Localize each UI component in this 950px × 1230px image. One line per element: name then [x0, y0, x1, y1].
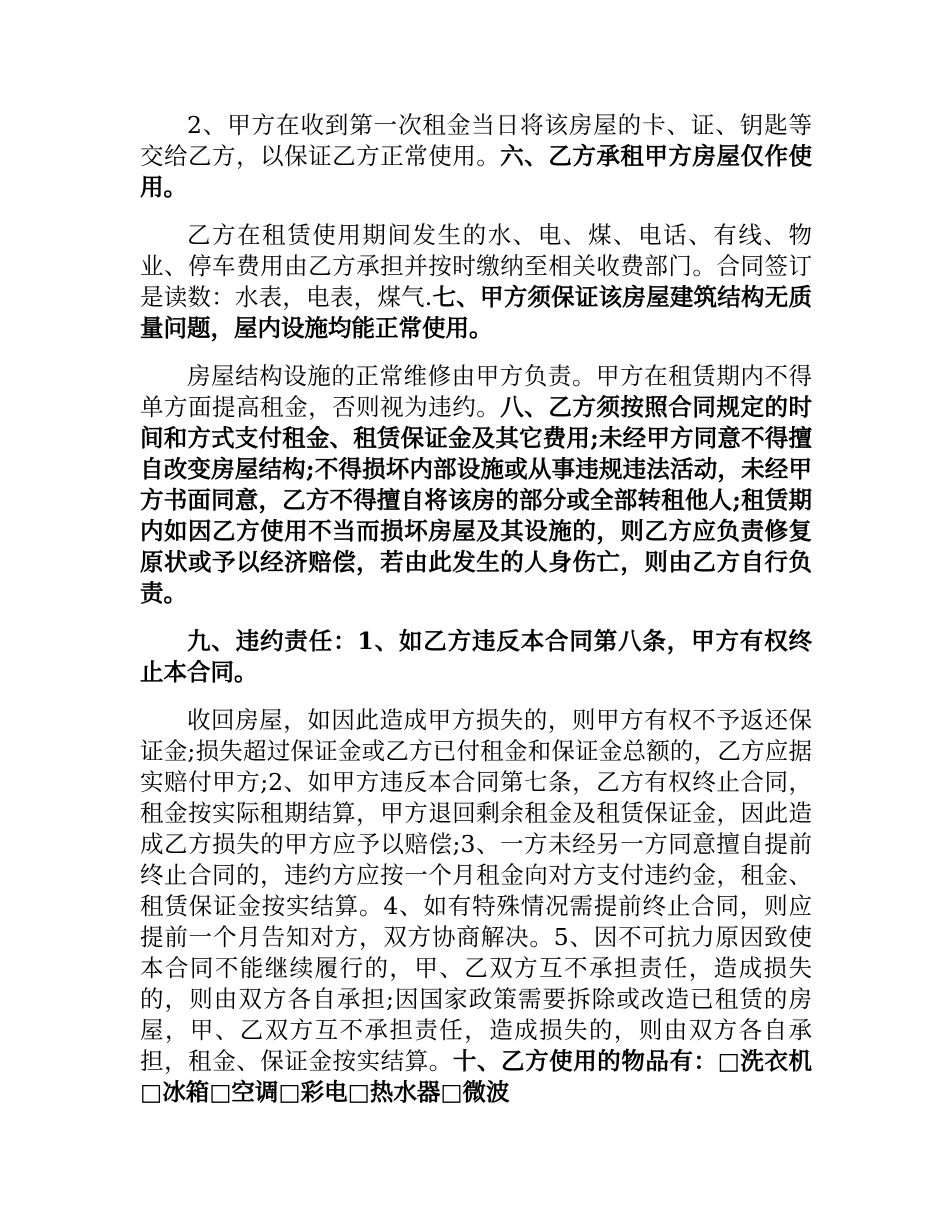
clause-heading-10: 十、乙方使用的物品有：□洗衣机□冰箱□空调□彩电□热水器□微波	[140, 1047, 813, 1106]
paragraph-text: 收回房屋，如因此造成甲方损失的，则甲方有权不予返还保证金;损失超过保证金或乙方已付租金和保证金总额的，乙方应据实赔付甲方;2、如甲方违反本合同第七条，乙方有权终止合同，租金按实际租期结算，甲方退回剩余租金及租赁保证金，因此造成乙方损失的甲方应予以赔偿;3、一方未经另一方同意擅自提前终止合同的，违约方应按一个月租金向对方支付违约金，租金、租赁保证金按实结算。4、如有特殊情况需提前终止合同，则应提前一个月告知对方，双方协商解决。5、因不可抗力原因致使本合同不能继续履行的，甲、乙双方互不承担责任，造成损失的，则由双方各自承担;因国家政策需要拆除或改造已租赁的房屋，甲、乙双方互不承担责任，造成损失的，则由双方各自承担，租金、保证金按实结算。	[140, 706, 812, 1075]
paragraph-item-8	[140, 361, 812, 609]
paragraph-item-9	[140, 626, 812, 688]
paragraph-item-10	[140, 705, 812, 1108]
paragraph-text: 2、甲方在收到第一次租金当日将该房屋的卡、证、钥匙等交给乙方，以保证乙方正常使用。	[140, 111, 812, 170]
clause-heading-9: 九、违约责任：1、如乙方违反本合同第八条，甲方有权终止本合同。	[140, 627, 812, 686]
document-page	[140, 110, 812, 1125]
paragraph-text: 乙方在租赁使用期间发生的水、电、煤、电话、有线、物业、停车费用由乙方承担并按时缴纳至相关收费部门。合同签订是读数：水表，电表，煤气.	[140, 221, 812, 311]
paragraph-item-6	[140, 110, 812, 203]
paragraph-item-7	[140, 220, 812, 344]
paragraph-text: 房屋结构设施的正常维修由甲方负责。甲方在租赁期内不得单方面提高租金，否则视为违约。	[140, 362, 812, 421]
clause-heading-7: 七、甲方须保证该房屋建筑结构无质量问题，屋内设施均能正常使用。	[140, 283, 812, 342]
clause-heading-8: 八、乙方须按照合同规定的时间和方式支付租金、租赁保证金及其它费用;未经甲方同意不得擅自改变房屋结构;不得损坏内部设施或从事违规违法活动，未经甲方书面同意，乙方不得擅自将该房的部分或全部转租他人;租赁期内如因乙方使用不当而损坏房屋及其设施的，则乙方应负责修复原状或予以经济赔偿，若由此发生的人身伤亡，则由乙方自行负责。	[140, 393, 813, 607]
clause-heading-6: 六、乙方承租甲方房屋仅作使用。	[140, 142, 813, 201]
